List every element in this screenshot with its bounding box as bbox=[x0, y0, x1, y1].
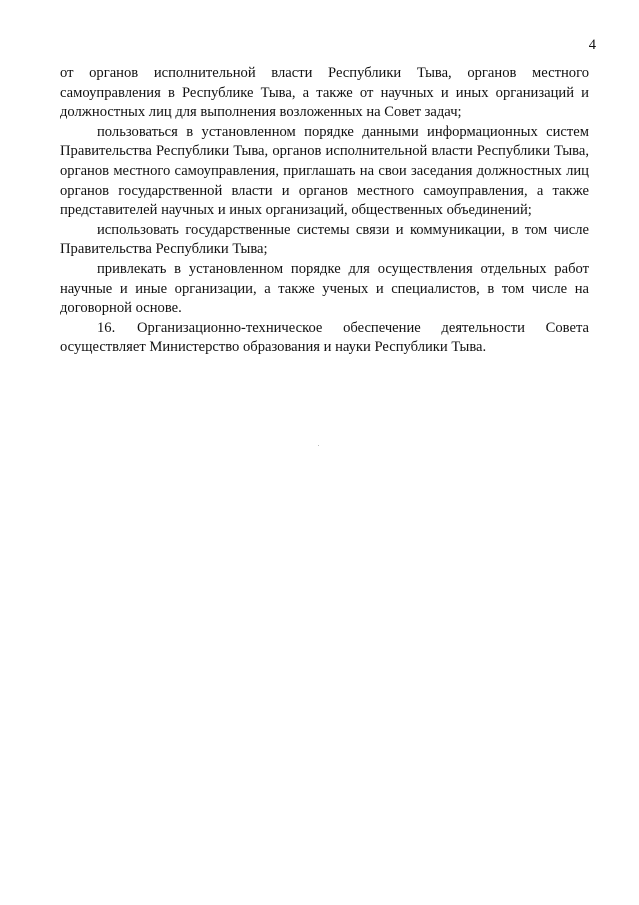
page-number: 4 bbox=[588, 37, 596, 53]
paragraph-16-text: Организационно-техническое обеспечение деятельности Совета осуществляет Министерство образования и науки Республики Тыва. bbox=[60, 319, 589, 356]
paragraph-use-communication-systems: использовать государственные системы связи и коммуникации, в том числе Правительства Республики Тыва; bbox=[60, 221, 589, 258]
paragraph-continuation: от органов исполнительной власти Республики Тыва, органов местного самоуправления в Республике Тыва, а также от научных и иных организаций и должностных лиц для выполнения возложенных на Совет задач; bbox=[60, 65, 589, 121]
paragraph-number: 16. bbox=[97, 319, 116, 336]
paragraph-16 bbox=[60, 319, 589, 358]
scan-speck bbox=[318, 445, 319, 446]
paragraph-engage-organizations: привлекать в установленном порядке для осуществления отдельных работ научные и иные организации, а также ученых и специалистов, в том числе на договорной основе. bbox=[60, 260, 589, 317]
paragraph-use-information-systems: пользоваться в установленном порядке данными информационных систем Правительства Республики Тыва, органов исполнительной власти Республики Тыва, органов местного самоуправления, приглашать на свои заседания должностных лиц органов государственной власти и органов местного самоуправления, а также представителей научных и иных организаций, общественных объединений; bbox=[60, 123, 589, 219]
document-body bbox=[60, 64, 589, 358]
